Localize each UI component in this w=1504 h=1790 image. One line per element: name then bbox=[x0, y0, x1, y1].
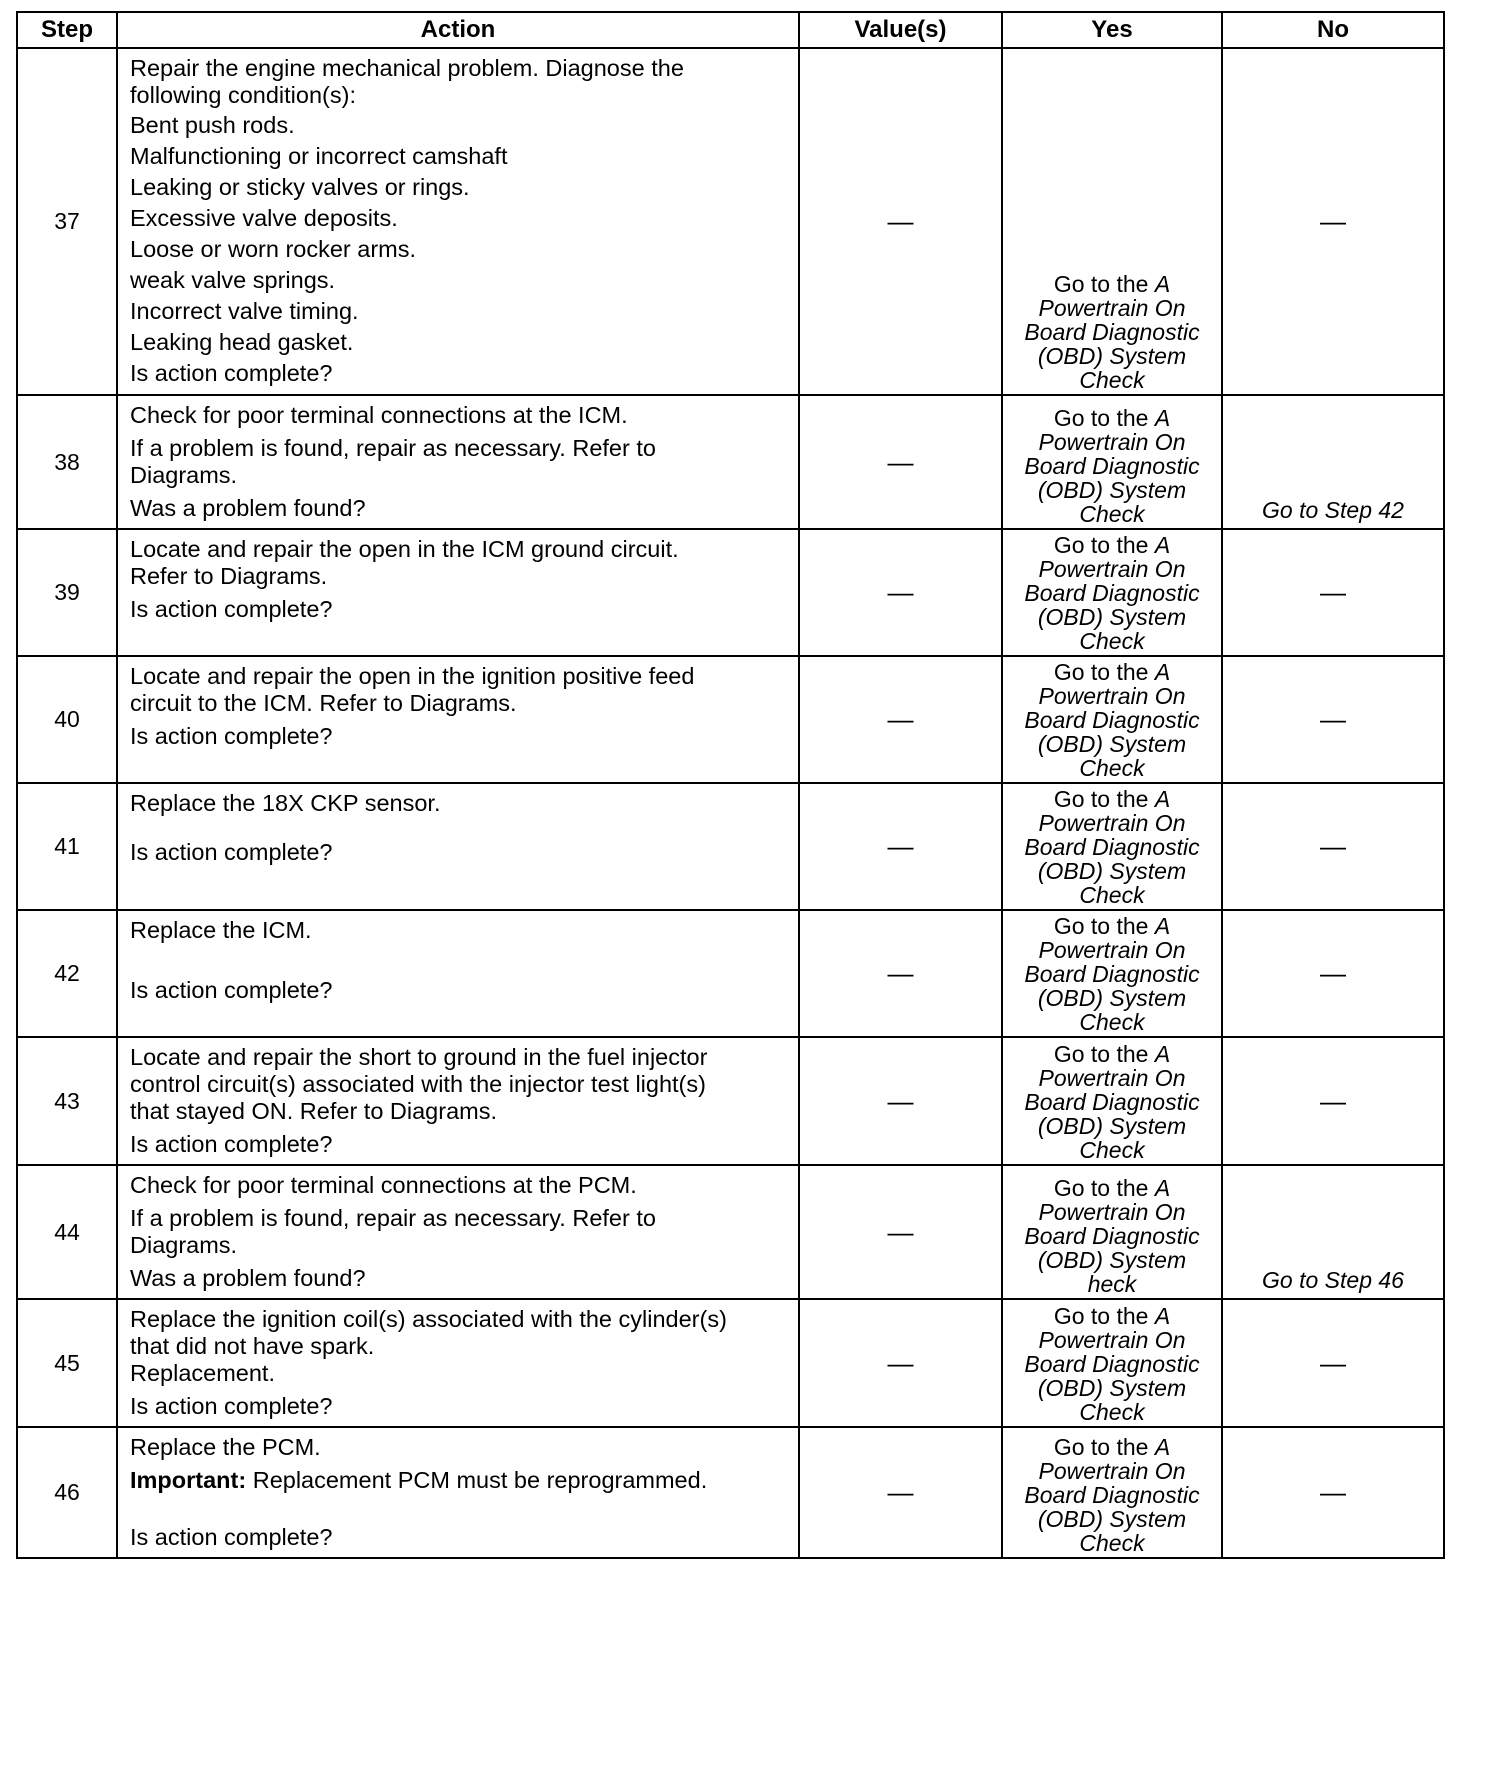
yes-cell bbox=[1002, 529, 1222, 656]
table-row bbox=[17, 529, 1444, 656]
yes-text: Check bbox=[1079, 1137, 1145, 1163]
value-cell: — bbox=[799, 1299, 1002, 1427]
action-question: Is action complete? bbox=[130, 723, 333, 749]
header-yes: Yes bbox=[1002, 12, 1222, 48]
yes-text: (OBD) System bbox=[1037, 604, 1187, 630]
yes-cell bbox=[1002, 910, 1222, 1037]
yes-text: (OBD) System bbox=[1037, 1506, 1187, 1532]
step-number: 45 bbox=[17, 1299, 117, 1427]
yes-text: (OBD) System bbox=[1037, 343, 1187, 369]
yes-text: Check bbox=[1079, 1530, 1145, 1556]
action-question: Was a problem found? bbox=[130, 1265, 366, 1291]
action-line: Diagrams. bbox=[130, 462, 238, 488]
condition-item: Leaking head gasket. bbox=[130, 329, 354, 355]
yes-cell bbox=[1002, 48, 1222, 395]
no-cell: — bbox=[1222, 48, 1444, 395]
header-action: Action bbox=[117, 12, 799, 48]
yes-text: A bbox=[1154, 532, 1171, 558]
condition-item: Incorrect valve timing. bbox=[130, 298, 359, 324]
action-line: Refer to Diagrams. bbox=[130, 563, 328, 589]
table-row bbox=[17, 48, 1444, 395]
yes-text: Powertrain On bbox=[1038, 1199, 1186, 1225]
yes-text: Check bbox=[1079, 755, 1145, 781]
no-cell: — bbox=[1222, 656, 1444, 783]
yes-text: Powertrain On bbox=[1038, 295, 1186, 321]
yes-text: Powertrain On bbox=[1038, 556, 1186, 582]
action-question: Is action complete? bbox=[130, 360, 333, 386]
yes-cell bbox=[1002, 1165, 1222, 1299]
table-row bbox=[17, 395, 1444, 529]
yes-text: heck bbox=[1087, 1271, 1137, 1297]
yes-text: Powertrain On bbox=[1038, 810, 1186, 836]
step-number: 42 bbox=[17, 910, 117, 1037]
value-cell: — bbox=[799, 783, 1002, 910]
no-cell: Go to Step 42 bbox=[1222, 395, 1444, 529]
yes-text: (OBD) System bbox=[1037, 731, 1187, 757]
yes-text: (OBD) System bbox=[1037, 477, 1187, 503]
yes-text: Board Diagnostic bbox=[1024, 1223, 1200, 1249]
table-row bbox=[17, 656, 1444, 783]
step-number: 40 bbox=[17, 656, 117, 783]
value-cell: — bbox=[799, 395, 1002, 529]
action-line: Locate and repair the open in the ignition positive feed bbox=[130, 663, 695, 689]
yes-text: A bbox=[1154, 913, 1171, 939]
yes-text: A bbox=[1154, 405, 1171, 431]
yes-text: Go to the bbox=[1053, 1041, 1155, 1067]
yes-text: Powertrain On bbox=[1038, 1327, 1186, 1353]
yes-cell bbox=[1002, 395, 1222, 529]
yes-text: (OBD) System bbox=[1037, 1113, 1187, 1139]
yes-text: Board Diagnostic bbox=[1024, 1351, 1200, 1377]
action-question: Is action complete? bbox=[130, 839, 333, 865]
yes-text: Check bbox=[1079, 628, 1145, 654]
step-number: 39 bbox=[17, 529, 117, 656]
yes-text: A bbox=[1154, 1041, 1171, 1067]
header-row bbox=[17, 12, 1444, 48]
yes-text: Go to the bbox=[1053, 913, 1155, 939]
diagnostic-table bbox=[16, 11, 1445, 1559]
yes-text: (OBD) System bbox=[1037, 985, 1187, 1011]
yes-text: Go to the bbox=[1053, 405, 1155, 431]
step-number: 37 bbox=[17, 48, 117, 395]
no-cell: Go to Step 46 bbox=[1222, 1165, 1444, 1299]
header-step: Step bbox=[17, 12, 117, 48]
yes-text: Board Diagnostic bbox=[1024, 961, 1200, 987]
action-cell bbox=[117, 910, 799, 1037]
action-line: that stayed ON. Refer to Diagrams. bbox=[130, 1098, 498, 1124]
table-row bbox=[17, 783, 1444, 910]
action-line: If a problem is found, repair as necessary. Refer to bbox=[130, 1205, 656, 1231]
yes-text: Go to the bbox=[1053, 1303, 1155, 1329]
value-cell: — bbox=[799, 1427, 1002, 1558]
table-row bbox=[17, 1165, 1444, 1299]
yes-text: Go to the bbox=[1053, 659, 1155, 685]
yes-text: Check bbox=[1079, 1399, 1145, 1425]
condition-item: Bent push rods. bbox=[130, 112, 295, 138]
yes-text: Go to the bbox=[1053, 532, 1155, 558]
action-cell bbox=[117, 395, 799, 529]
no-cell: — bbox=[1222, 910, 1444, 1037]
condition-item: weak valve springs. bbox=[130, 267, 336, 293]
action-line: Replacement. bbox=[130, 1360, 275, 1386]
important-text: Replacement PCM must be reprogrammed. bbox=[246, 1467, 708, 1493]
action-line: Locate and repair the short to ground in the fuel injector bbox=[130, 1044, 708, 1070]
yes-text: Board Diagnostic bbox=[1024, 453, 1200, 479]
action-cell bbox=[117, 529, 799, 656]
action-question: Is action complete? bbox=[130, 977, 333, 1003]
yes-cell bbox=[1002, 1037, 1222, 1165]
yes-text: Go to the bbox=[1053, 786, 1155, 812]
action-cell bbox=[117, 656, 799, 783]
yes-cell bbox=[1002, 656, 1222, 783]
action-line: that did not have spark. bbox=[130, 1333, 375, 1359]
action-line: Locate and repair the open in the ICM ground circuit. bbox=[130, 536, 679, 562]
condition-item: Loose or worn rocker arms. bbox=[130, 236, 417, 262]
yes-text: Powertrain On bbox=[1038, 1065, 1186, 1091]
step-number: 38 bbox=[17, 395, 117, 529]
table-row bbox=[17, 1299, 1444, 1427]
action-question: Was a problem found? bbox=[130, 495, 366, 521]
no-cell: — bbox=[1222, 1037, 1444, 1165]
yes-text: Powertrain On bbox=[1038, 429, 1186, 455]
table-row bbox=[17, 1037, 1444, 1165]
table-row bbox=[17, 1427, 1444, 1558]
important-note bbox=[130, 1467, 788, 1494]
action-cell bbox=[117, 783, 799, 910]
yes-text: Board Diagnostic bbox=[1024, 319, 1200, 345]
step-number: 44 bbox=[17, 1165, 117, 1299]
value-cell: — bbox=[799, 656, 1002, 783]
value-cell: — bbox=[799, 1037, 1002, 1165]
action-cell bbox=[117, 1299, 799, 1427]
action-line: Replace the ignition coil(s) associated with the cylinder(s) bbox=[130, 1306, 727, 1332]
yes-text: Powertrain On bbox=[1038, 1458, 1186, 1484]
yes-text: A bbox=[1154, 1175, 1171, 1201]
yes-text: (OBD) System bbox=[1037, 1375, 1187, 1401]
yes-cell bbox=[1002, 783, 1222, 910]
no-cell: — bbox=[1222, 1427, 1444, 1558]
action-line: Replace the PCM. bbox=[130, 1434, 321, 1460]
no-cell: — bbox=[1222, 1299, 1444, 1427]
value-cell: — bbox=[799, 529, 1002, 656]
action-question: Is action complete? bbox=[130, 1131, 333, 1157]
action-line: Replace the ICM. bbox=[130, 917, 312, 943]
action-line: Repair the engine mechanical problem. Diagnose the bbox=[130, 55, 684, 81]
condition-item: Leaking or sticky valves or rings. bbox=[130, 174, 470, 200]
action-question: Is action complete? bbox=[130, 1524, 333, 1550]
action-cell bbox=[117, 48, 799, 395]
yes-text: A bbox=[1154, 1303, 1171, 1329]
yes-text: Check bbox=[1079, 882, 1145, 908]
value-cell: — bbox=[799, 910, 1002, 1037]
yes-text: Check bbox=[1079, 501, 1145, 527]
action-question: Is action complete? bbox=[130, 1393, 333, 1419]
action-line: control circuit(s) associated with the injector test light(s) bbox=[130, 1071, 706, 1097]
yes-text: Board Diagnostic bbox=[1024, 1089, 1200, 1115]
yes-text: Powertrain On bbox=[1038, 683, 1186, 709]
action-line: following condition(s): bbox=[130, 82, 356, 108]
header-values: Value(s) bbox=[799, 12, 1002, 48]
yes-text: Go to the bbox=[1053, 1434, 1155, 1460]
yes-cell bbox=[1002, 1427, 1222, 1558]
action-line: Check for poor terminal connections at the PCM. bbox=[130, 1172, 637, 1198]
condition-item: Excessive valve deposits. bbox=[130, 205, 398, 231]
yes-cell bbox=[1002, 1299, 1222, 1427]
important-label: Important: bbox=[130, 1467, 247, 1493]
no-cell: — bbox=[1222, 783, 1444, 910]
action-line: Replace the 18X CKP sensor. bbox=[130, 790, 441, 816]
action-question: Is action complete? bbox=[130, 596, 333, 622]
yes-text: A bbox=[1154, 786, 1171, 812]
yes-text: Check bbox=[1079, 367, 1145, 393]
yes-text: Board Diagnostic bbox=[1024, 707, 1200, 733]
action-cell bbox=[117, 1165, 799, 1299]
table-row bbox=[17, 910, 1444, 1037]
yes-text: Board Diagnostic bbox=[1024, 1482, 1200, 1508]
action-line: If a problem is found, repair as necessary. Refer to bbox=[130, 435, 656, 461]
yes-text: Powertrain On bbox=[1038, 937, 1186, 963]
value-cell: — bbox=[799, 48, 1002, 395]
yes-text: Board Diagnostic bbox=[1024, 580, 1200, 606]
step-number: 41 bbox=[17, 783, 117, 910]
yes-text: (OBD) System bbox=[1037, 858, 1187, 884]
action-cell bbox=[117, 1037, 799, 1165]
action-line: Diagrams. bbox=[130, 1232, 238, 1258]
condition-item: Malfunctioning or incorrect camshaft bbox=[130, 143, 508, 169]
yes-text: Board Diagnostic bbox=[1024, 834, 1200, 860]
action-line: Check for poor terminal connections at the ICM. bbox=[130, 402, 628, 428]
header-no: No bbox=[1222, 12, 1444, 48]
yes-text: Check bbox=[1079, 1009, 1145, 1035]
step-number: 43 bbox=[17, 1037, 117, 1165]
yes-text: Go to the bbox=[1053, 271, 1155, 297]
action-cell bbox=[117, 1427, 799, 1558]
yes-text: (OBD) System bbox=[1037, 1247, 1187, 1273]
no-cell: — bbox=[1222, 529, 1444, 656]
step-number: 46 bbox=[17, 1427, 117, 1558]
yes-text: A bbox=[1154, 1434, 1171, 1460]
yes-text: A bbox=[1154, 659, 1171, 685]
action-line: circuit to the ICM. Refer to Diagrams. bbox=[130, 690, 517, 716]
yes-text: A bbox=[1154, 271, 1171, 297]
yes-text: Go to the bbox=[1053, 1175, 1155, 1201]
value-cell: — bbox=[799, 1165, 1002, 1299]
